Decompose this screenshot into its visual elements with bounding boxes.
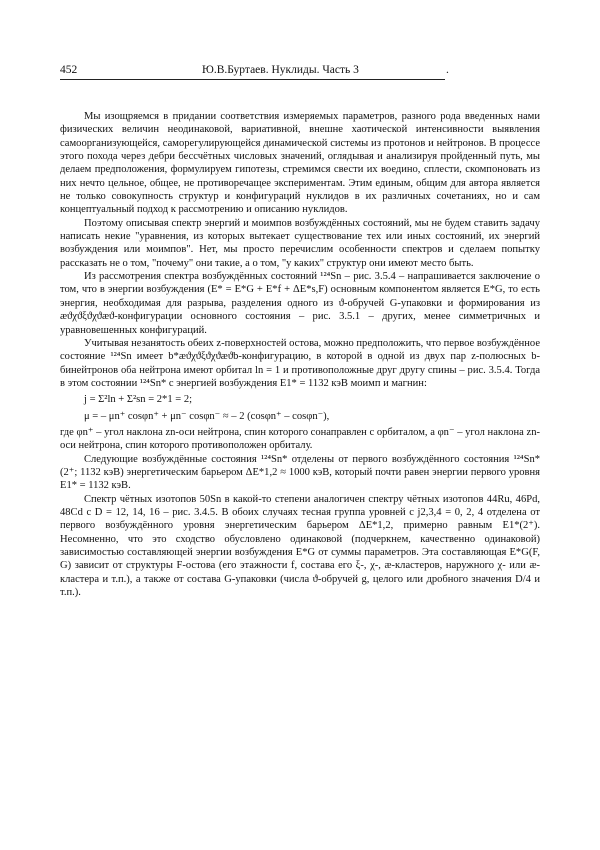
running-header (60, 63, 449, 80)
formula-magnetic-moment: μ = – μn⁺ cosφn⁺ + μn⁻ cosφn⁻ ≈ – 2 (cosφn⁺ – cosφn⁻), (84, 410, 330, 422)
paragraph-4: Учитывая незанятость обеих z-поверхностей остова, можно предположить, что первое возбуждённое состояние ¹²⁴Sn имеет b*æϑχϑξϑχϑæϑb-конфигурацию, в которой в одной из двух пар z-полюсных b-бинейтронов оба нейтрона имеют орбитал ln = 1 и противоположные друг другу спины – рис. 3.5.4. Тогда в этом состоянии ¹²⁴Sn* с энергией возбуждения E1* = 1132 кэВ моимп и магнин: (60, 337, 540, 389)
formula-spin: j = Σ²ln + Σ²sn = 2*1 = 2; (84, 394, 193, 406)
running-title: Ю.В.Буртаев. Нуклиды. Часть 3 (202, 64, 359, 76)
page-number: 452 (60, 64, 78, 76)
body-text (60, 110, 540, 599)
paragraph-3: Из рассмотрения спектра возбуждённых состояний ¹²⁴Sn – рис. 3.5.4 – напрашивается заключение о том, что в энергии возбуждения (E* = E*G + E*f + ΔE*s,F) основным компонентом является E*G, то есть энергия, необходимая для разрыва, разделения одного из ϑ-обручей G-упаковки и формирования из æϑχϑξϑχϑæϑ-конфигурации основного состояния – рис. 3.5.1 – других, менее симметричных и уравновешенных конфигураций. (60, 271, 540, 336)
paragraph-2: Поэтому описывая спектр энергий и моимпов возбуждённых состояний, мы не будем ставить задачу написать некие "уравнения, из которых вытекает существование тех или иных состояний, их энергий возбуждения или моимпов". Нет, мы просто перечислим особенности спектров и сделаем попытку рассказать не о том, "почему" они такие, а о том, "у каких" структур они имеют место быть. (60, 217, 540, 269)
paragraph-6: Следующие возбуждённые состояния ¹²⁴Sn* отделены от первого возбуждённого состояния ¹²⁴Sn*(2⁺; 1132 кэВ) энергетическим барьером ΔE*1,2 ≈ 1000 кэВ, который почти равен энергии первого уровня E1* = 1132 кэВ. (60, 453, 540, 492)
paragraph-7: Спектр чётных изотопов 50Sn в какой-то степени аналогичен спектру чётных изотопов 44Ru, 46Pd, 48Cd с D = 12, 14, 16 – рис. 3.4.5. В обоих случаях тесная группа уровней с j2,3,4 = 0, 2, 4 отделена от первого возбуждённого уровня энергетическим барьером ΔE*1,2, примерно равным E1*(2⁺). Несомненно, что это сходство обусловлено одинаковой (подчеркнем, качественно одинаковой) зависимостью составляющей энергии возбуждения E*G от суммы параметров. Эта составляющая E*G(F, G) зависит от структуры F-остова (его этажности f, состава его ξ-, χ-, æ-кластеров, наружного χ- или æ-кластера и т.п.), а также от состава G-упаковки (числа ϑ-обручей g, целого или дробного значения D/4 и т.п.). (60, 493, 540, 599)
header-end-mark: . (446, 64, 449, 76)
paragraph-5: где φn⁺ – угол наклона zn-оси нейтрона, спин которого сонаправлен с орбиталом, а φn⁻ – угол наклона zn-оси нейтрона, спин которого противоположен орбиталу. (60, 426, 540, 452)
paragraph-1: Мы изощряемся в придании соответствия измеряемых параметров, разного рода введенных нами физических величин неодинаковой, вариативной, внешне хаотической интенсивности выявления самоорганизующейся, саморегулирующейся динамической системы из протонов и нейтронов. В процессе этого похода через дебри бессчётных числовых значений, оглядывая и анализируя пройденный путь, мы делаем предположения, формулируем гипотезы, стремимся свести их воедино, сплести, скомпоновать из них нечто цельное, общее, не противоречащее экспериментам. Этим единым, общим для автора является не только совокупность структур и конфигураций нуклидов в их различных сочетаниях, но и сам концептуальный подход к рассмотрению и описанию нуклидов. (60, 111, 540, 216)
